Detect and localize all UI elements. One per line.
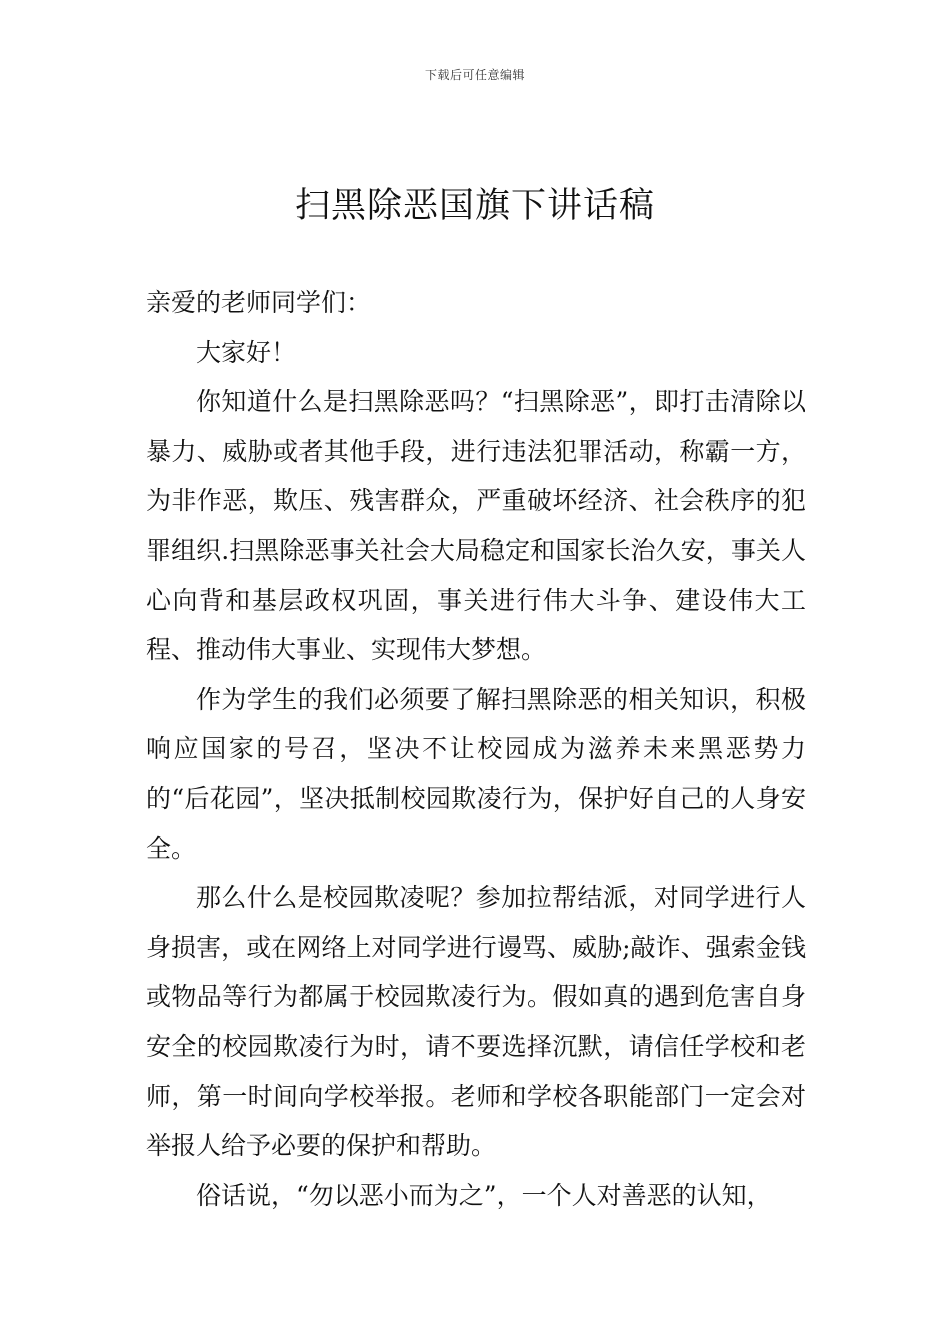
salutation: 亲爱的老师同学们：	[146, 288, 372, 317]
header-note: 下载后可任意编辑	[424, 68, 525, 82]
paragraph-proverb: 俗话说，“勿以恶小而为之”，一个人对善恶的认知，	[196, 1180, 772, 1210]
document-title: 扫黑除恶国旗下讲话稿	[294, 186, 655, 226]
paragraph-students-duty: 作为学生的我们必须要了解扫黑除恶的相关知识，积极响应国家的号召，坚决不让校园成为滋养未来黑恶势力的“后花园”，坚决抵制校园欺凌行为，保护好自己的人身安全。	[146, 684, 806, 863]
document-body	[146, 278, 806, 1220]
paragraph-definition: 你知道什么是扫黑除恶吗？“扫黑除恶”，即打击清除以暴力、威胁或者其他手段，进行违法犯罪活动，称霸一方，为非作恶，欺压、残害群众，严重破坏经济、社会秩序的犯罪组织.扫黑除恶事关社会大局稳定和国家长治久安，事关人心向背和基层政权巩固，事关进行伟大斗争、建设伟大工程、推动伟大事业、实现伟大梦想。	[146, 387, 806, 665]
paragraph-campus-bullying: 那么什么是校园欺凌呢？参加拉帮结派，对同学进行人身损害，或在网络上对同学进行谩骂、威胁;敲诈、强索金钱或物品等行为都属于校园欺凌行为。假如真的遇到危害自身安全的校园欺凌行为时，请不要选择沉默，请信任学校和老师，第一时间向学校举报。老师和学校各职能部门一定会对举报人给予必要的保护和帮助。	[146, 883, 806, 1161]
paragraph-greeting: 大家好！	[196, 337, 297, 367]
